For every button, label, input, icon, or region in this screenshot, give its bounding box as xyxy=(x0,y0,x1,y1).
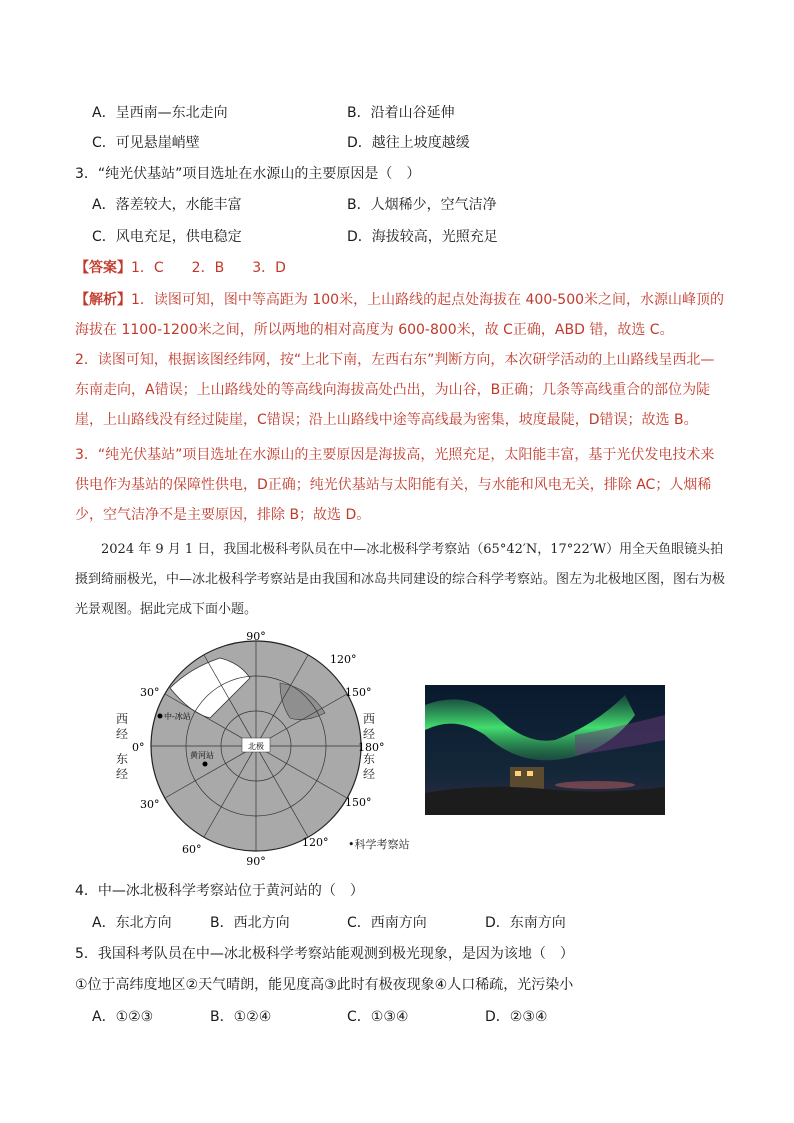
station-zb-label: 中-冰站 xyxy=(164,712,191,721)
lon-right-top: 150° xyxy=(345,686,372,699)
q3-option-d: D．海拔较高，光照充足 xyxy=(347,229,498,245)
q5-option-a: A．①②③ xyxy=(92,1009,154,1025)
map-legend xyxy=(348,836,410,852)
station-building xyxy=(510,767,544,789)
q5-option-b: B．①②④ xyxy=(210,1009,272,1025)
station-hh-label: 黄河站 xyxy=(190,751,214,760)
q3-option-a: A．落差较大，水能丰富 xyxy=(92,197,242,213)
intro-paragraph: 2024 年 9 月 1 日，我国北极科考队员在中—冰北极科学考察站（65°42′N，17°22′W）用全天鱼眼镜头拍摄到绮丽极光，中—冰北极科学考察站是由我国和冰岛共同建设的综合科学考察站。图左为北极地区图，图右为极光景观图。据此完成下面小题。 xyxy=(75,542,726,617)
q3-option-b: B．人烟稀少，空气洁净 xyxy=(347,197,497,213)
answer-label: 【答案】 xyxy=(75,260,131,276)
q2-option-c: C．可见悬崖峭壁 xyxy=(92,135,200,151)
legend-dot-icon: • xyxy=(348,838,355,851)
pole-label: 北极 xyxy=(248,742,264,751)
station-zb-dot xyxy=(158,714,163,719)
lon-bot-left: 60° xyxy=(182,843,202,856)
q4-option-c: C．西南方向 xyxy=(347,915,427,931)
analysis-p1 xyxy=(75,285,725,345)
answer-line xyxy=(75,258,286,278)
answer-text: 1．C 2．B 3．D xyxy=(131,260,286,276)
q3-stem: 3．“纯光伏基站”项目选址在水源山的主要原因是（ ） xyxy=(75,166,421,182)
lon-right-bot: 150° xyxy=(345,796,372,809)
lon-left-top: 30° xyxy=(140,686,160,699)
q4-option-a: A．东北方向 xyxy=(92,915,172,931)
lon-bottom: 90° xyxy=(246,855,266,868)
q5-stem: 5．我国科考队员在中—冰北极科学考察站能观测到极光现象，是因为该地（ ） xyxy=(75,946,574,962)
q3-option-c: C．风电充足，供电稳定 xyxy=(92,229,242,245)
lon-bot-right: 120° xyxy=(302,836,329,849)
q2-option-a: A．呈西南—东北走向 xyxy=(92,105,228,121)
legend-label: 科学考察站 xyxy=(354,838,410,851)
q2-option-d: D．越往上坡度越缓 xyxy=(347,135,470,151)
q5-option-c: C．①③④ xyxy=(347,1009,409,1025)
q2-option-b: B．沿着山谷延伸 xyxy=(347,105,455,121)
q4-stem: 4．中—冰北极科学考察站位于黄河站的（ ） xyxy=(75,883,364,899)
station-hh-dot xyxy=(203,762,208,767)
analysis-p2: 2．读图可知，根据该图经纬网，按“上北下南，左西右东”判断方向，本次研学活动的上山路线呈西北—东南走向，A错误；上山路线处的等高线向海拔高处凸出，为山谷，B正确；几条等高线重合的部位为陡崖，上山路线没有经过陡崖，C错误；沿上山路线中途等高线最为密集，坡度最陡，D错误；故选 B。 xyxy=(75,352,715,428)
lon-right-mid: 180° xyxy=(358,741,385,754)
lon-left-mid: 0° xyxy=(132,741,145,754)
analysis-p1-text: 1．读图可知，图中等高距为 100米，上山路线的起点处海拔在 400-500米之间，水源山峰顶的海拔在 1100-1200米之间，所以两地的相对高度为 600-800米，故 C正确，ABD 错，故选 C。 xyxy=(75,292,725,338)
east-label-left: 东 经 xyxy=(116,752,129,781)
q4-option-d: D．东南方向 xyxy=(485,915,566,931)
q4-option-b: B．西北方向 xyxy=(210,915,290,931)
lon-left-bot: 30° xyxy=(140,798,160,811)
q5-items: ①位于高纬度地区②天气晴朗，能见度高③此时有极夜现象④人口稀疏，光污染小 xyxy=(75,977,574,993)
ground xyxy=(425,787,665,815)
lon-top: 90° xyxy=(246,630,266,643)
q5-option-d: D．②③④ xyxy=(485,1009,548,1025)
lon-top-right: 120° xyxy=(330,653,357,666)
west-label-right: 西 经 xyxy=(363,712,376,741)
aurora-photo xyxy=(425,685,665,815)
east-label-right: 东 经 xyxy=(363,752,376,781)
west-label-left: 西 经 xyxy=(116,712,129,741)
analysis-label: 【解析】 xyxy=(75,292,131,308)
analysis-p3: 3．“纯光伏基站”项目选址在水源山的主要原因是海拔高，光照充足，太阳能丰富，基于光伏发电技术来供电作为基站的保障性供电，D正确；纯光伏基站与太阳能有关，与水能和风电无关，排除 AC；人烟稀少，空气洁净不是主要原因，排除 B；故选 D。 xyxy=(75,447,715,523)
arctic-map xyxy=(130,628,430,868)
